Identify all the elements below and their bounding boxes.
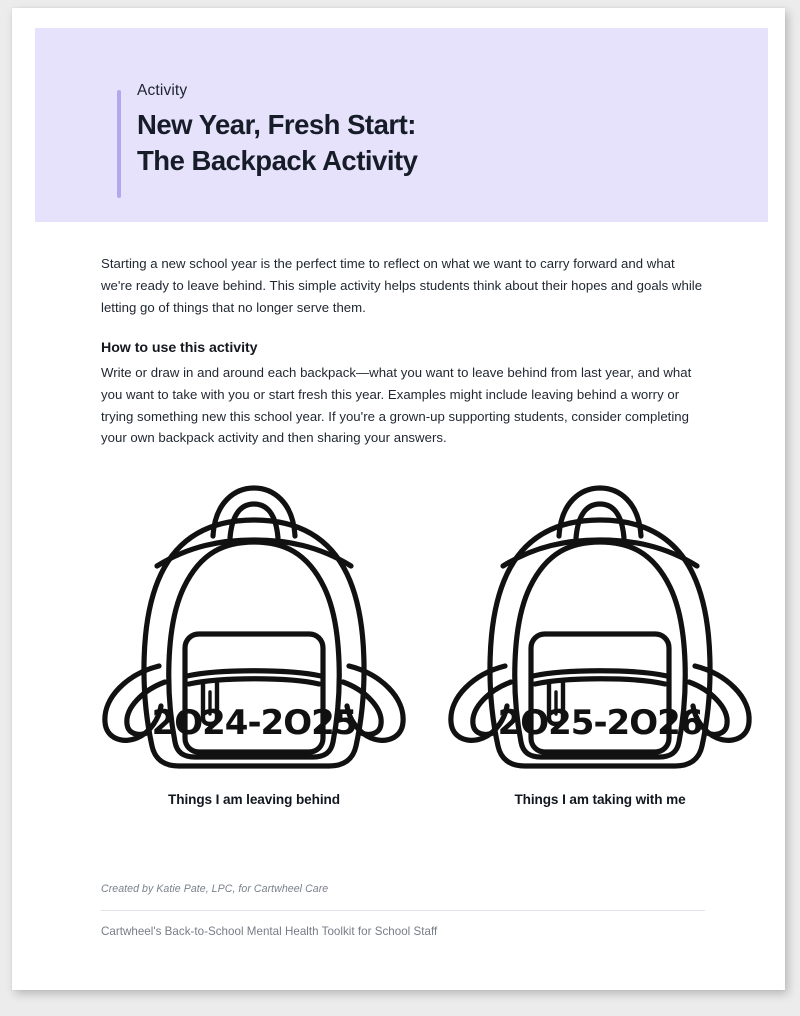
header-content [117,82,417,179]
document-page [12,8,785,990]
backpack-item-taking-with-me [435,470,765,825]
page-title-line-2: The Backpack Activity [137,144,418,176]
accent-bar [117,90,121,198]
intro-paragraph: Starting a new school year is the perfect time to reflect on what we want to carry forward and what we're ready to leave behind. This simple activity helps students think about their hopes and goals while letting go of things that no longer serve them. [101,256,703,315]
backpack-illustration [89,470,419,785]
backpack-year-label: 2O24-2O25 [151,703,357,743]
backpack-activity-area [35,470,768,825]
backpack-caption: Things I am taking with me [514,792,686,807]
instructions-paragraph: Write or draw in and around each backpack—what you want to leave behind from last year, and what you want to take with you or start fresh this year. Examples might include leaving behind a worry or trying something new this school year. If you're a grown-up supporting students, consider completing your own backpack activity and then sharing your answers. [101,364,692,446]
page-footer [101,883,705,938]
backpack-illustration [435,470,765,785]
zipper-line [535,679,665,684]
backpack-item-leaving-behind [89,470,419,825]
eyebrow-label: Activity [137,82,188,99]
header-band [35,28,768,222]
credit-line: Created by Katie Pate, LPC, for Cartwheel Care [101,883,329,895]
backpack-caption: Things I am leaving behind [168,792,340,807]
toolkit-line: Cartwheel's Back-to-School Mental Health Toolkit for School Staff [101,925,438,938]
top-handle-outer [213,488,295,536]
pocket-flap-seam [533,671,667,676]
top-handle-outer [559,488,641,536]
zipper-line [189,679,319,684]
page-title-line-1: New Year, Fresh Start: [137,108,416,140]
backpack-year-label: 2O25-2O26 [497,703,703,743]
body-content [101,253,705,449]
pocket-flap-seam [187,671,321,676]
footer-divider [101,910,705,911]
section-heading: How to use this activity [101,339,258,356]
